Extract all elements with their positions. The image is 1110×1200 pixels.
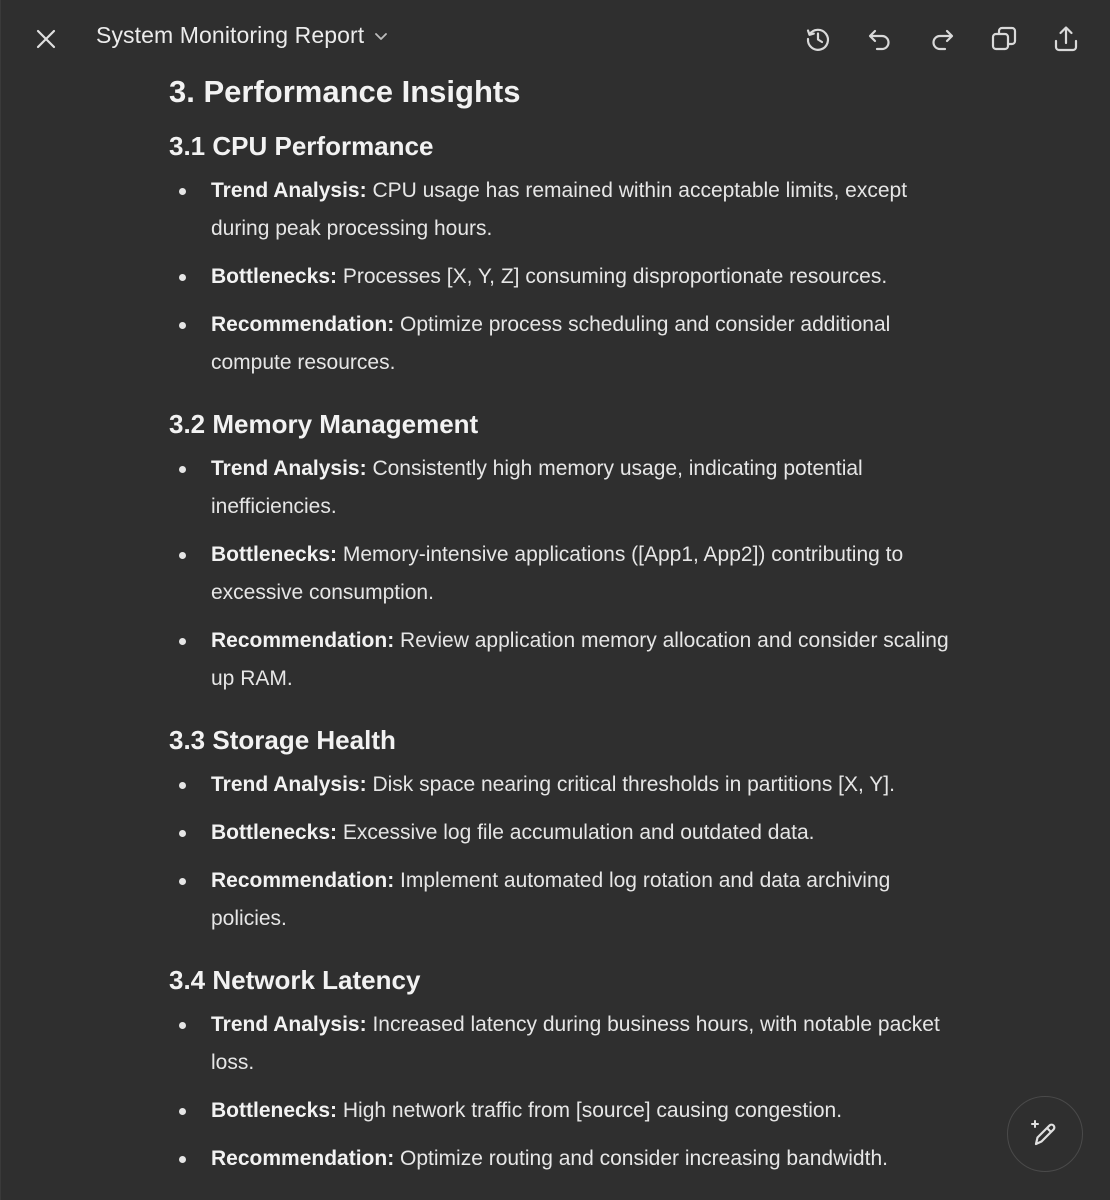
close-icon	[35, 28, 57, 50]
bullet-dot	[179, 1156, 186, 1163]
bullet-list-memory	[169, 450, 959, 698]
bullet-list-cpu	[169, 172, 959, 382]
bullet-dot	[179, 552, 186, 559]
canvas-header	[1, 0, 1110, 78]
list-item	[169, 536, 959, 612]
close-button[interactable]	[27, 20, 65, 58]
item-label: Trend Analysis:	[211, 773, 367, 796]
list-item	[169, 862, 959, 938]
bullet-list-storage	[169, 766, 959, 938]
list-item	[169, 258, 959, 296]
item-text: Implement automated log rotation and data archiving policies.	[211, 869, 891, 930]
copy-icon	[989, 24, 1019, 54]
section-title: 3. Performance Insights	[169, 74, 521, 109]
bullet-dot	[179, 830, 186, 837]
item-text: Optimize process scheduling and consider additional compute resources.	[211, 313, 891, 374]
subsection-title-storage: 3.3 Storage Health	[169, 725, 396, 755]
history-icon	[803, 24, 833, 54]
redo-icon	[927, 24, 957, 54]
share-icon	[1051, 24, 1081, 54]
item-text: Consistently high memory usage, indicating potential inefficiencies.	[211, 457, 863, 518]
document-body	[169, 70, 959, 1178]
document-title: System Monitoring Report	[96, 22, 365, 48]
list-item	[169, 1140, 959, 1178]
undo-button[interactable]	[858, 18, 902, 60]
bullet-dot	[179, 1022, 186, 1029]
list-item	[169, 766, 959, 804]
bullet-dot	[179, 188, 186, 195]
subsection-title-memory: 3.2 Memory Management	[169, 409, 479, 439]
item-text: CPU usage has remained within acceptable limits, except during peak processing hours.	[211, 179, 908, 240]
item-text: High network traffic from [source] causing congestion.	[337, 1099, 843, 1122]
undo-icon	[865, 24, 895, 54]
item-label: Bottlenecks:	[211, 543, 338, 566]
bullet-dot	[179, 1108, 186, 1115]
item-label: Trend Analysis:	[211, 1013, 367, 1036]
item-text: Disk space nearing critical thresholds in partitions [X, Y].	[366, 773, 895, 796]
item-text: Increased latency during business hours, with notable packet loss.	[211, 1013, 940, 1074]
item-label: Bottlenecks:	[211, 1099, 338, 1122]
list-item	[169, 1006, 959, 1082]
copy-button[interactable]	[982, 18, 1026, 60]
item-label: Recommendation:	[211, 313, 395, 336]
item-label: Recommendation:	[211, 869, 395, 892]
document-title-dropdown[interactable]	[96, 22, 390, 49]
item-label: Bottlenecks:	[211, 821, 338, 844]
list-item	[169, 172, 959, 248]
subsection-title-cpu: 3.1 CPU Performance	[169, 131, 434, 161]
bullet-dot	[179, 782, 186, 789]
edit-pencil-sparkle-icon	[1028, 1117, 1062, 1151]
share-button[interactable]	[1044, 18, 1088, 60]
bullet-dot	[179, 274, 186, 281]
bullet-list-network	[169, 1006, 959, 1178]
item-label: Trend Analysis:	[211, 457, 367, 480]
list-item	[169, 622, 959, 698]
item-text: Review application memory allocation and consider scaling up RAM.	[211, 629, 949, 690]
redo-button[interactable]	[920, 18, 964, 60]
item-label: Recommendation:	[211, 629, 395, 652]
edit-suggestions-button[interactable]	[1007, 1096, 1083, 1172]
item-label: Trend Analysis:	[211, 179, 367, 202]
bullet-dot	[179, 638, 186, 645]
list-item	[169, 450, 959, 526]
item-label: Recommendation:	[211, 1147, 395, 1170]
item-label: Bottlenecks:	[211, 265, 338, 288]
item-text: Memory-intensive applications ([App1, App2]) contributing to excessive consumption.	[211, 543, 904, 604]
item-text: Optimize routing and consider increasing bandwidth.	[394, 1147, 888, 1170]
chevron-down-icon	[372, 27, 390, 45]
list-item	[169, 1092, 959, 1130]
bullet-dot	[179, 466, 186, 473]
toolbar	[796, 18, 1088, 60]
list-item	[169, 814, 959, 852]
item-text: Excessive log file accumulation and outdated data.	[337, 821, 815, 844]
bullet-dot	[179, 878, 186, 885]
bullet-dot	[179, 322, 186, 329]
subsection-title-network: 3.4 Network Latency	[169, 965, 421, 995]
item-text: Processes [X, Y, Z] consuming disproportionate resources.	[337, 265, 888, 288]
history-button[interactable]	[796, 18, 840, 60]
list-item	[169, 306, 959, 382]
